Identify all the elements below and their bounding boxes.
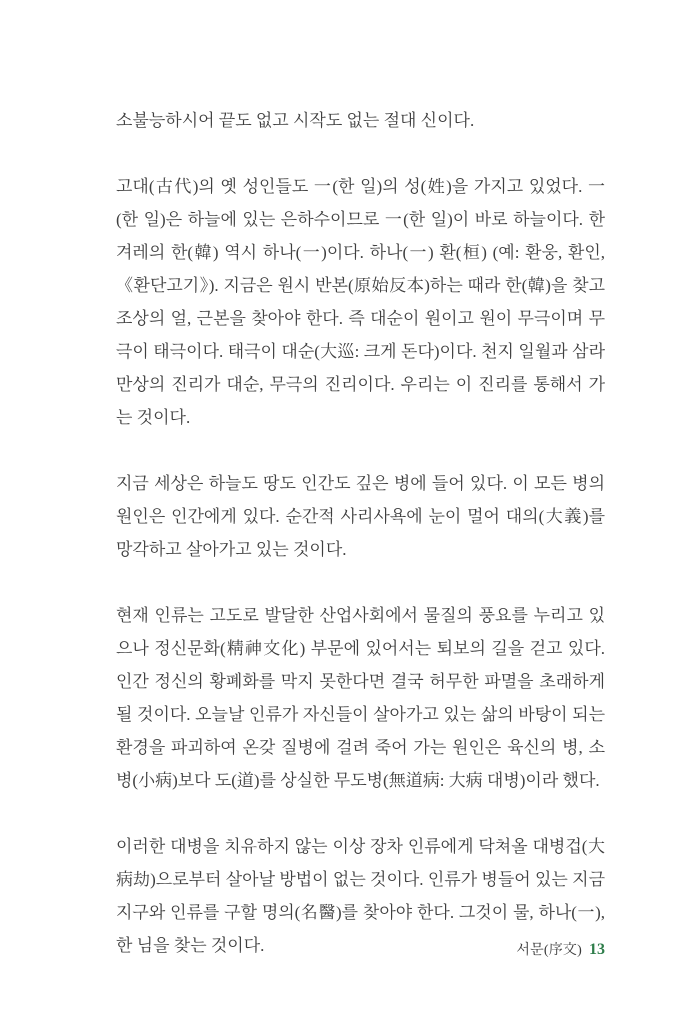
paragraph: 소불능하시어 끝도 없고 시작도 없는 절대 신이다. [116,111,475,130]
page-footer [116,940,605,961]
page-body [116,104,605,962]
paragraph: 이러한 대병을 치유하지 않는 이상 장차 인류에게 닥쳐올 대병겁(大病劫)으로부터 살아날 방법이 없는 것이다. 인류가 병들어 있는 지금 지구와 인류를 구할 명의(名醫)를 찾아야 한다. 그것이 물, 하나(一), 한 님을 찾는 것이다. [116,837,605,955]
paragraph: 지금 세상은 하늘도 땅도 인간도 깊은 병에 들어 있다. 이 모든 병의 원인은 인간에게 있다. 순간적 사리사욕에 눈이 멀어 대의(大義)를 망각하고 살아가고 있는 것이다. [116,474,605,559]
section-title: 서문(序文) [516,943,582,958]
paragraph: 현재 인류는 고도로 발달한 산업사회에서 물질의 풍요를 누리고 있으나 정신문화(精神文化) 부문에 있어서는 퇴보의 길을 걷고 있다. 인간 정신의 황폐화를 막지 못한다면 결국 허무한 파멸을 초래하게 될 것이다. 오늘날 인류가 자신들이 살아가고 있는 삶의 바탕이 되는 환경을 파괴하여 온갖 질병에 걸려 죽어 가는 원인은 육신의 병, 소병(小病)보다 도(道)를 상실한 무도병(無道病: 大病 대병)이라 했다. [116,606,605,790]
paragraph: 고대(古代)의 옛 성인들도 一(한 일)의 성(姓)을 가지고 있었다. 一(한 일)은 하늘에 있는 은하수이므로 一(한 일)이 바로 하늘이다. 한겨레의 한(韓) 역시 하나(一)이다. 하나(一) 환(桓) (예: 환웅, 환인, 《환단고기》). 지금은 원시 반본(原始反本)하는 때라 한(韓)을 찾고 조상의 얼, 근본을 찾아야 한다. 즉 대순이 원이고 원이 무극이며 무극이 태극이다. 태극이 대순(大巡: 크게 돈다)이다. 천지 일월과 삼라만상의 진리가 대순, 무극의 진리이다. 우리는 이 진리를 통해서 가는 것이다. [116,177,605,427]
page-number: 13 [589,941,605,958]
